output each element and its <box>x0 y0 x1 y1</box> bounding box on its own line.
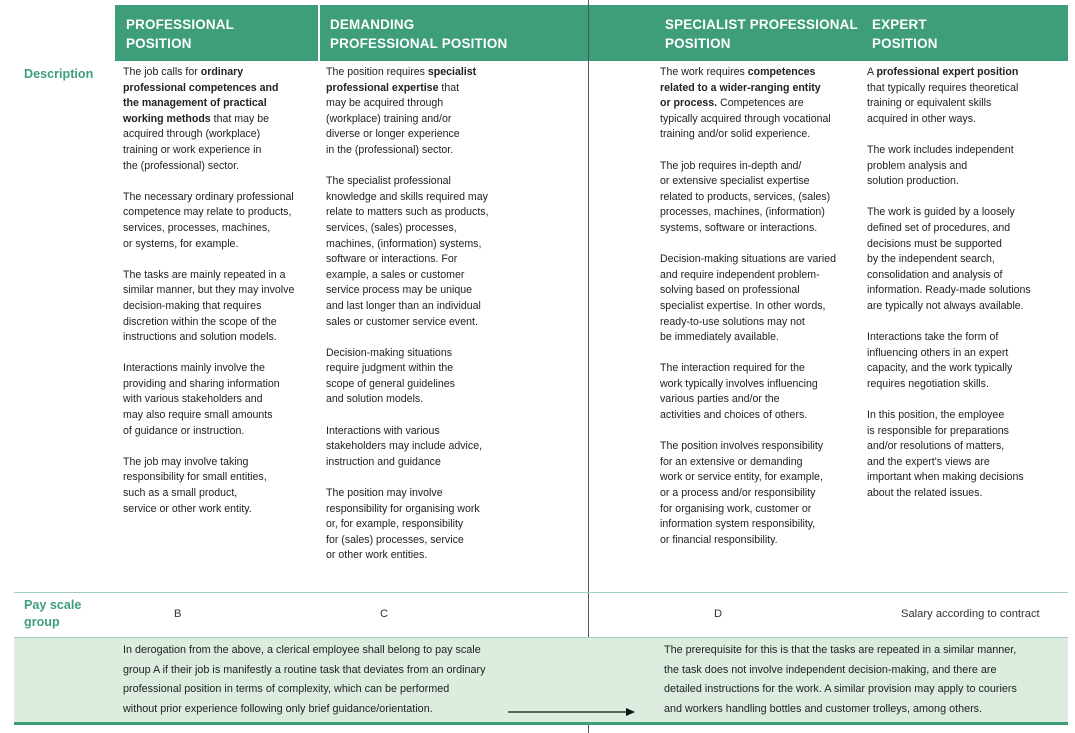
note-line: detailed instructions for the work. A similar provision may apply to couriers <box>664 683 1017 696</box>
header-line: PROFESSIONAL POSITION <box>330 36 508 51</box>
header-line: SPECIALIST PROFESSIONAL <box>665 17 858 32</box>
description-cell-professional <box>123 65 294 533</box>
header-specialist-professional-position <box>665 15 858 53</box>
header-expert-position <box>872 15 938 53</box>
pay-group-contract: Salary according to contract <box>901 608 1040 620</box>
description-paragraph: In this position, the employee is responsible for preparations and/or resolutions of matters, and the expert's views are important when making decisions about the related issues. <box>867 409 1024 500</box>
note-line: The prerequisite for this is that the tasks are repeated in a similar manner, <box>664 644 1017 656</box>
note-line: without prior experience following only brief guidance/orientation. <box>123 702 433 715</box>
row-label-description: Description <box>24 67 94 81</box>
emphasis-text: professional expert position <box>876 66 1019 78</box>
note-line: the task does not involve independent decision-making, and there are <box>664 663 997 676</box>
note-left <box>123 641 485 719</box>
header-line: PROFESSIONAL <box>126 17 235 32</box>
pay-group-c: C <box>380 608 389 620</box>
header-line: POSITION <box>665 36 731 51</box>
emphasis-text: ordinary <box>200 66 244 78</box>
emphasis-text: professional competences and <box>123 81 279 94</box>
note-band-top-rule <box>14 637 1068 638</box>
pay-row-top-rule <box>14 592 1068 593</box>
header-demanding-professional-position <box>330 15 507 53</box>
note-right <box>664 641 1017 719</box>
description-paragraph: The specialist professional knowledge and skills required may relate to matters such as products, services, (sales) processes, machines, (information) systems, software or interactions. For example, a sales or customer service process may be unique and last longer than an individual sales or customer service event. <box>326 175 489 328</box>
pay-label-line: group <box>24 615 60 629</box>
pay-label-line: Pay scale <box>24 598 82 612</box>
note-line: and workers handling bottles and customer trolleys, among others. <box>664 702 983 715</box>
description-paragraph: The interaction required for the work typically involves influencing various parties and/or the activities and choices of others. <box>660 362 818 422</box>
description-cell-specialist <box>660 65 836 564</box>
description-paragraph: The necessary ordinary professional competence may relate to products, services, processes, machines, or systems, for example. <box>123 190 294 250</box>
emphasis-text: related to a wider-ranging entity <box>660 81 821 94</box>
emphasis-text: or process. <box>660 97 718 110</box>
page-divider <box>588 0 589 733</box>
description-paragraph: The position requires specialist professional expertise that may be acquired through (workplace) training and/or diverse or longer experience in the (professional) sector. <box>326 66 477 156</box>
header-line: DEMANDING <box>330 17 415 32</box>
description-paragraph: The position may involve responsibility for organising work or, for example, responsibility for (sales) processes, service or other work entities. <box>326 487 480 562</box>
emphasis-text: the management of practical <box>123 97 267 110</box>
row-label-pay-scale-group <box>24 597 81 631</box>
note-line: group A if their job is manifestly a routine task that deviates from an ordinary <box>123 663 486 676</box>
description-paragraph: The job calls for ordinary professional competences and the management of practical working methods that may be acquired through (workplace) training or work experience in the (professional) sector. <box>123 66 279 172</box>
pay-group-d: D <box>714 608 723 620</box>
description-paragraph: Interactions with various stakeholders may include advice, instruction and guidance <box>326 424 483 468</box>
description-paragraph: Decision-making situations require judgment within the scope of general guidelines and solution models. <box>326 346 455 406</box>
pay-group-b: B <box>174 608 182 620</box>
description-paragraph: The position involves responsibility for an extensive or demanding work or service entity, for example, or a process and/or responsibility for organising work, customer or information system responsibility, or financial responsibility. <box>660 440 824 546</box>
header-line: POSITION <box>872 36 938 51</box>
emphasis-text: competences <box>747 66 816 78</box>
description-paragraph: Interactions take the form of influencing others in an expert capacity, and the work typically requires negotiation skills. <box>867 331 1013 390</box>
header-line: EXPERT <box>872 17 927 32</box>
description-paragraph: The work is guided by a loosely defined set of procedures, and decisions must be supported by the independent search, consolidation and analysis of information. Ready-made solutions are typically not always available. <box>867 206 1031 312</box>
emphasis-text: specialist <box>427 66 477 78</box>
emphasis-text: working methods <box>123 112 211 125</box>
header-line: POSITION <box>126 36 192 51</box>
note-line: In derogation from the above, a clerical employee shall belong to pay scale <box>123 644 481 656</box>
emphasis-text: professional expertise <box>326 81 439 94</box>
description-cell-expert <box>867 65 1031 517</box>
header-professional-position <box>126 15 234 53</box>
note-line: professional position in terms of complexity, which can be performed <box>123 683 450 696</box>
description-paragraph: The work requires competences related to a wider-ranging entity or process. Competences are typically acquired through vocational training and/or solid experience. <box>660 66 831 141</box>
description-paragraph: A professional expert position that typically requires theoretical training or equivalent skills acquired in other ways. <box>867 66 1019 125</box>
arrow-right-icon <box>508 706 636 718</box>
header-separator <box>318 5 320 61</box>
description-paragraph: Decision-making situations are varied and require independent problem- solving based on professional specialist expertise. In other words, ready-to-use solutions may not be immediately available. <box>660 253 837 344</box>
bottom-rule <box>14 722 1068 725</box>
description-paragraph: Interactions mainly involve the providing and sharing information with various stakeholders and may also require small amounts of guidance or instruction. <box>123 362 280 437</box>
description-paragraph: The job may involve taking responsibility for small entities, such as a small product, service or other work entity. <box>123 455 267 515</box>
description-cell-demanding <box>326 65 489 580</box>
description-paragraph: The work includes independent problem analysis and solution production. <box>867 143 1014 188</box>
description-paragraph: The tasks are mainly repeated in a similar manner, but they may involve decision-making that requires discretion within the scope of the instructions and solution models. <box>123 268 295 344</box>
description-paragraph: The job requires in-depth and/ or extensive specialist expertise related to products, services, (sales) processes, machines, (information) systems, software or interactions. <box>660 159 831 234</box>
